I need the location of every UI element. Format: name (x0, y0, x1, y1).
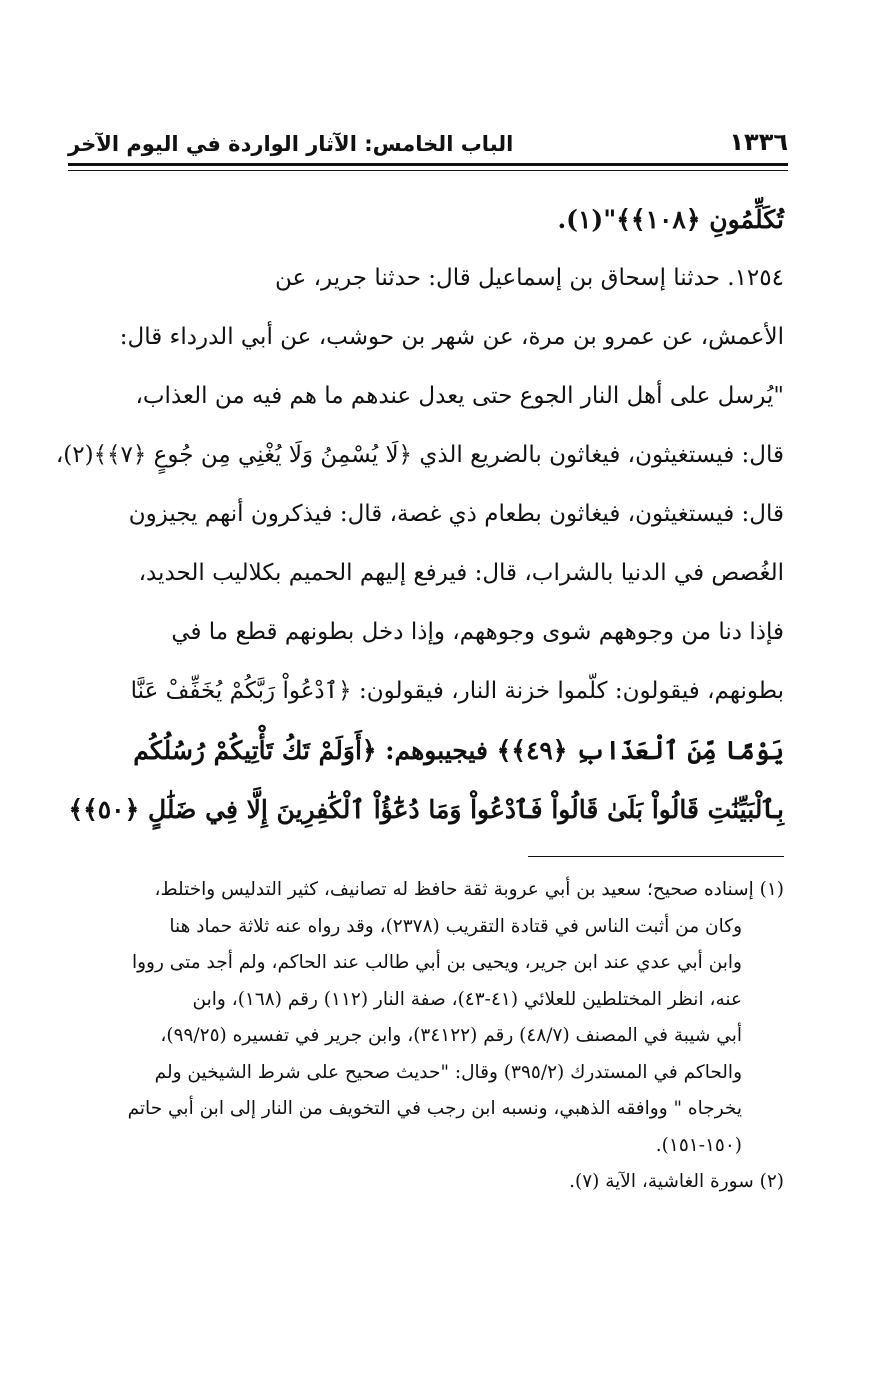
text-line: الأعمش، عن عمرو بن مرة، عن شهر بن حوشب، عن أبي الدرداء قال: (119, 324, 784, 350)
footnote-line: عنه، انظر المختلطين للعلائي (٤١-٤٣)، صفة النار (١١٢) رقم (١٦٨)، وابن (192, 988, 742, 1010)
footnotes (72, 872, 784, 1201)
footnote-line: (٢) سورة الغاشية، الآية (٧). (569, 1171, 784, 1192)
header-rule (68, 163, 788, 166)
footnote-separator (528, 856, 784, 857)
text-line: بِٱلْبَيِّنَٰتِ قَالُواْ بَلَىٰ قَالُواْ فَٱدْعُواْ وَمَا دُعَٰٓؤُاْ ٱلْكَٰفِرِينَ إِلَّا فِي ضَلَٰلٍ ﴿٥٠﴾﴾ (68, 795, 784, 824)
text-line: قال: فيستغيثون، فيغاثون بطعام ذي غصة، قال: فيذكرون أنهم يجيزون (128, 501, 784, 527)
text-line: قال: فيستغيثون، فيغاثون بالضريع الذي ﴿لَا يُسْمِنُ وَلَا يُغْنِي مِن جُوعٍ ﴿٧﴾﴾(٢)، (55, 442, 784, 468)
text-line: الغُصص في الدنيا بالشراب، قال: فيرفع إليهم الحميم بكلاليب الحديد، (138, 560, 784, 586)
footnote-line: وابن أبي عدي عند ابن جرير، ويحيى بن أبي طالب عند الحاكم، ولم أجد متى رووا (131, 952, 742, 973)
main-text (55, 190, 784, 839)
text-line: بطونهم، فيقولون: كلّموا خزنة النار، فيقولون: ﴿ٱدْعُواْ رَبَّكُمْ يُخَفِّفْ عَنَّا (130, 678, 784, 704)
footnote-1 (72, 872, 784, 1164)
text-line: يَوْمًا مِّنَ ٱلْعَذَابِ ﴿٤٩﴾﴾ فيجيبوهم: ﴿أَوَلَمْ تَكُ تَأْتِيكُمْ رُسُلُكُم (133, 736, 784, 765)
page-number: ١٣٣٦ (729, 128, 788, 156)
text-line: ١٢٥٤. حدثنا إسحاق بن إسماعيل قال: حدثنا جرير، عن (275, 265, 784, 291)
text-line: تُكَلِّمُونِ ﴿١٠٨﴾﴾"(١). (557, 205, 784, 234)
text-line: "يُرسل على أهل النار الجوع حتى يعدل عندهم ما هم فيه من العذاب، (135, 383, 784, 409)
footnote-line: يخرجاه " ووافقه الذهبي، ونسبه ابن رجب في التخويف من النار إلى ابن أبي حاتم (127, 1098, 742, 1119)
text-line: فإذا دنا من وجوههم شوى وجوههم، وإذا دخل بطونهم قطع ما في (171, 619, 784, 645)
footnote-line: وكان من أثبت الناس في قتادة التقريب (٢٣٧٨)، وقد رواه عنه ثلاثة حماد هنا (169, 915, 742, 937)
footnote-line: (١٥٠-١٥١). (655, 1134, 742, 1156)
header-rule-thin (68, 170, 788, 171)
chapter-title: الباب الخامس: الآثار الواردة في اليوم الآخر (68, 132, 514, 156)
page-header (68, 116, 788, 156)
footnote-line: (١) إسناده صحيح؛ سعيد بن أبي عروبة ثقة حافظ له تصانيف، كثير التدليس واختلط، (154, 879, 784, 900)
footnote-line: والحاكم في المستدرك (٣٩٥/٢) وقال: "حديث صحيح على شرط الشيخين ولم (154, 1061, 742, 1083)
footnote-2 (72, 1164, 784, 1201)
footnote-line: أبي شيبة في المصنف (٤٨/٧) رقم (٣٤١٢٢)، وابن جرير في تفسيره (٩٩/٢٥)، (160, 1025, 742, 1046)
